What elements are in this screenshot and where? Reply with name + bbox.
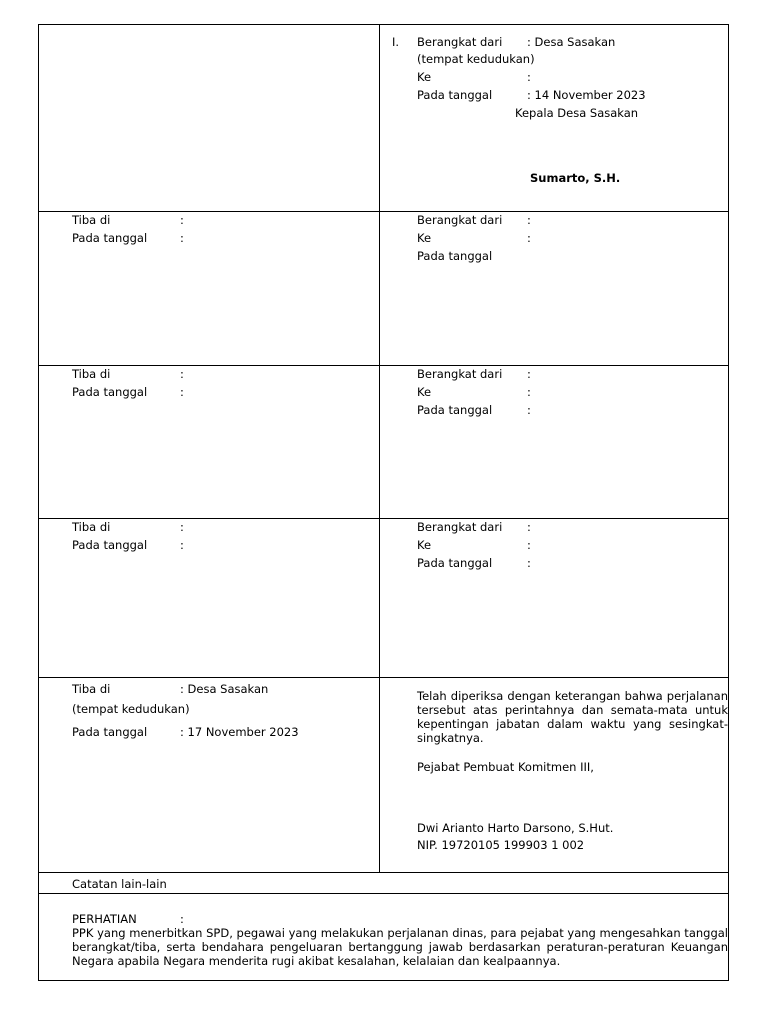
row-divider: [39, 365, 728, 366]
row-divider: [39, 518, 728, 519]
tiba-colon: :: [180, 520, 184, 534]
ke-colon: :: [527, 538, 531, 552]
attention-text: PPK yang menerbitkan SPD, pegawai yang melakukan perjalanan dinas, para pejabat yang mengesahkan tanggal berangkat/tiba, serta bendahara pengeluaran bertanggung jawab berdasarkan peraturan-peraturan Keuangan Negara apabila Negara menderita rugi akibat kesalahan, kelalaian dan kealpaannya.: [72, 926, 728, 968]
ke-label: Ke: [417, 538, 432, 552]
official-title: Pejabat Pembuat Komitmen III,: [417, 760, 594, 774]
ke-colon: :: [527, 385, 531, 399]
ke-label: Ke: [417, 385, 432, 399]
official-nip: NIP. 19720105 199903 1 002: [417, 838, 585, 852]
berangkat-colon: :: [527, 367, 531, 381]
tiba-value: : Desa Sasakan: [180, 682, 269, 696]
tanggal-colon: :: [180, 385, 184, 399]
tanggal-value: : 14 November 2023: [527, 88, 646, 102]
tiba-label: Tiba di: [72, 682, 111, 696]
ke-colon: :: [527, 70, 531, 84]
berangkat-label: Berangkat dari: [417, 35, 503, 49]
tanggal-label-right: Pada tanggal: [417, 556, 493, 570]
berangkat-colon: :: [527, 520, 531, 534]
notes-label: Catatan lain-lain: [72, 877, 167, 891]
berangkat-colon: :: [527, 213, 531, 227]
column-divider: [379, 25, 380, 872]
verification-statement: Telah diperiksa dengan keterangan bahwa perjalanan tersebut atas perintahnya dan semata-mata untuk kepentingan jabatan dalam waktu yang sesingkat-singkatnya.: [417, 689, 728, 745]
tanggal-value: : 17 November 2023: [180, 725, 299, 739]
attention-label: PERHATIAN: [72, 912, 137, 926]
ke-label: Ke: [417, 231, 432, 245]
tiba-colon: :: [180, 367, 184, 381]
berangkat-label: Berangkat dari: [417, 213, 503, 227]
attention-colon: :: [180, 912, 184, 926]
tanggal-label-right: Pada tanggal: [417, 403, 493, 417]
signer-title: Kepala Desa Sasakan: [515, 106, 639, 120]
tanggal-label: Pada tanggal: [417, 88, 493, 102]
tiba-label: Tiba di: [72, 520, 111, 534]
tempat-kedudukan-label: (tempat kedudukan): [417, 52, 535, 66]
tiba-label: Tiba di: [72, 367, 111, 381]
tanggal-colon: :: [180, 538, 184, 552]
section-number: I.: [392, 35, 400, 49]
tempat-kedudukan-label: (tempat kedudukan): [72, 702, 190, 716]
berangkat-value: : Desa Sasakan: [527, 35, 616, 49]
row-divider: [39, 211, 728, 212]
tanggal-colon: :: [180, 231, 184, 245]
tiba-label: Tiba di: [72, 213, 111, 227]
tanggal-label-right: Pada tanggal: [417, 249, 493, 263]
ke-label: Ke: [417, 70, 432, 84]
tanggal-label: Pada tanggal: [72, 538, 148, 552]
row-divider: [39, 677, 728, 678]
official-name: Dwi Arianto Harto Darsono, S.Hut.: [417, 821, 614, 835]
row-divider: [39, 872, 728, 873]
tanggal-colon-right: :: [527, 556, 531, 570]
tanggal-label: Pada tanggal: [72, 231, 148, 245]
tanggal-label: Pada tanggal: [72, 385, 148, 399]
spd-back-page-table: [38, 24, 729, 981]
tiba-colon: :: [180, 213, 184, 227]
ke-colon: :: [527, 231, 531, 245]
tanggal-colon-right: :: [527, 403, 531, 417]
berangkat-label: Berangkat dari: [417, 520, 503, 534]
tanggal-label: Pada tanggal: [72, 725, 148, 739]
row-divider: [39, 893, 728, 894]
signer-name: Sumarto, S.H.: [530, 171, 621, 185]
berangkat-label: Berangkat dari: [417, 367, 503, 381]
